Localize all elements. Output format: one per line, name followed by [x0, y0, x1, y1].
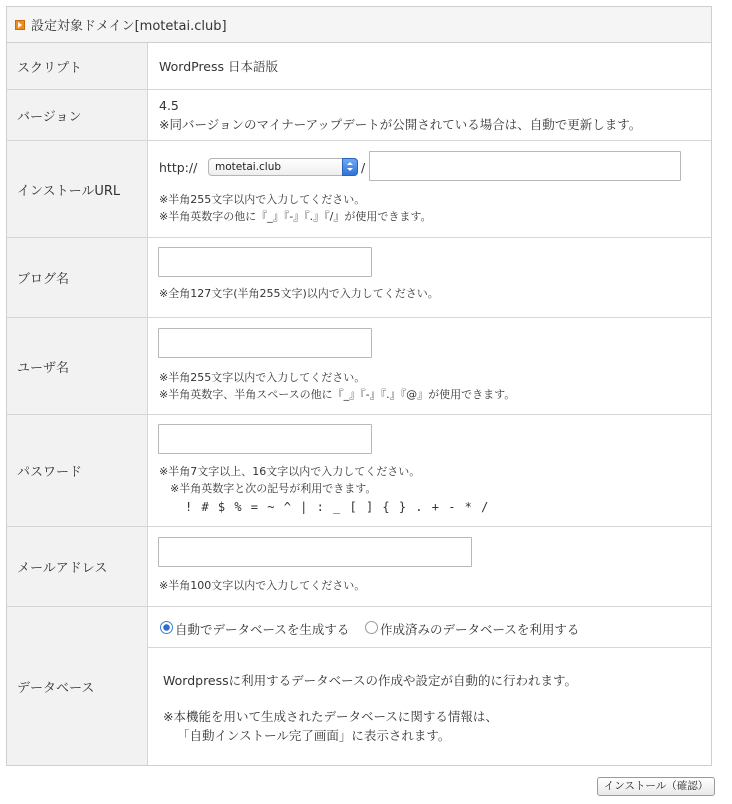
version-value: 4.5 [159, 98, 179, 113]
email-label: メールアドレス [7, 527, 148, 606]
install-url-note-1: ※半角255文字以内で入力してください。 [159, 193, 366, 206]
install-path-input[interactable] [369, 151, 681, 181]
arrow-right-icon [15, 20, 25, 30]
blog-name-row [7, 238, 711, 318]
panel-title: 設定対象ドメイン[motetai.club] [31, 19, 227, 34]
database-row [7, 607, 711, 765]
username-input[interactable] [158, 328, 372, 358]
radio-auto-create[interactable] [160, 621, 173, 634]
blog-name-input[interactable] [158, 247, 372, 277]
install-url-row [7, 141, 711, 238]
version-note: ※同バージョンのマイナーアップデートが公開されている場合は、自動で更新します。 [159, 117, 642, 132]
blog-name-note: ※全角127文字(半角255文字)以内で入力してください。 [159, 287, 439, 300]
password-note-1: ※半角7文字以上、16文字以内で入力してください。 [159, 465, 421, 478]
version-row [7, 90, 711, 141]
domain-select-value: motetai.club [215, 161, 282, 173]
username-note-1: ※半角255文字以内で入力してください。 [159, 371, 366, 384]
blog-name-label: ブログ名 [7, 238, 148, 317]
url-separator: / [361, 160, 366, 175]
url-prefix: http:// [159, 160, 198, 175]
radio-use-existing[interactable] [365, 621, 378, 634]
select-arrows-icon [342, 158, 358, 176]
install-url-note-2: ※半角英数字の他に『_』『-』『.』『/』が使用できます。 [159, 210, 432, 223]
password-row [7, 415, 711, 527]
password-symbols: ! # $ % = ~ ^ | : _ [ ] { } . + - * / [185, 500, 490, 514]
username-row [7, 318, 711, 415]
version-label: バージョン [7, 90, 148, 140]
script-value: WordPress 日本語版 [159, 59, 279, 74]
database-desc-3: 「自動インストール完了画面」に表示されます。 [177, 728, 451, 743]
email-input[interactable] [158, 537, 472, 567]
database-desc-1: Wordpressに利用するデータベースの作成や設定が自動的に行われます。 [163, 673, 578, 688]
script-row [7, 43, 711, 90]
email-note: ※半角100文字以内で入力してください。 [159, 579, 366, 592]
password-note-2: ※半角英数字と次の記号が利用できます。 [170, 482, 377, 495]
panel-header [7, 7, 711, 43]
username-label: ユーザ名 [7, 318, 148, 414]
database-label: データベース [7, 607, 148, 765]
radio-use-existing-label[interactable]: 作成済みのデータベースを利用する [380, 622, 580, 637]
script-label: スクリプト [7, 43, 148, 89]
install-url-label: インストールURL [7, 141, 148, 237]
install-settings-panel [6, 6, 712, 766]
database-desc-2: ※本機能を用いて生成されたデータベースに関する情報は、 [163, 709, 498, 724]
domain-select[interactable] [208, 158, 358, 176]
username-note-2: ※半角英数字、半角スペースの他に『_』『-』『.』『@』が使用できます。 [159, 388, 516, 401]
password-label: パスワード [7, 415, 148, 526]
radio-auto-create-label[interactable]: 自動でデータベースを生成する [175, 622, 350, 637]
password-input[interactable] [158, 424, 372, 454]
database-divider [148, 647, 711, 648]
install-confirm-button[interactable]: インストール（確認） [597, 777, 715, 796]
email-row [7, 527, 711, 607]
